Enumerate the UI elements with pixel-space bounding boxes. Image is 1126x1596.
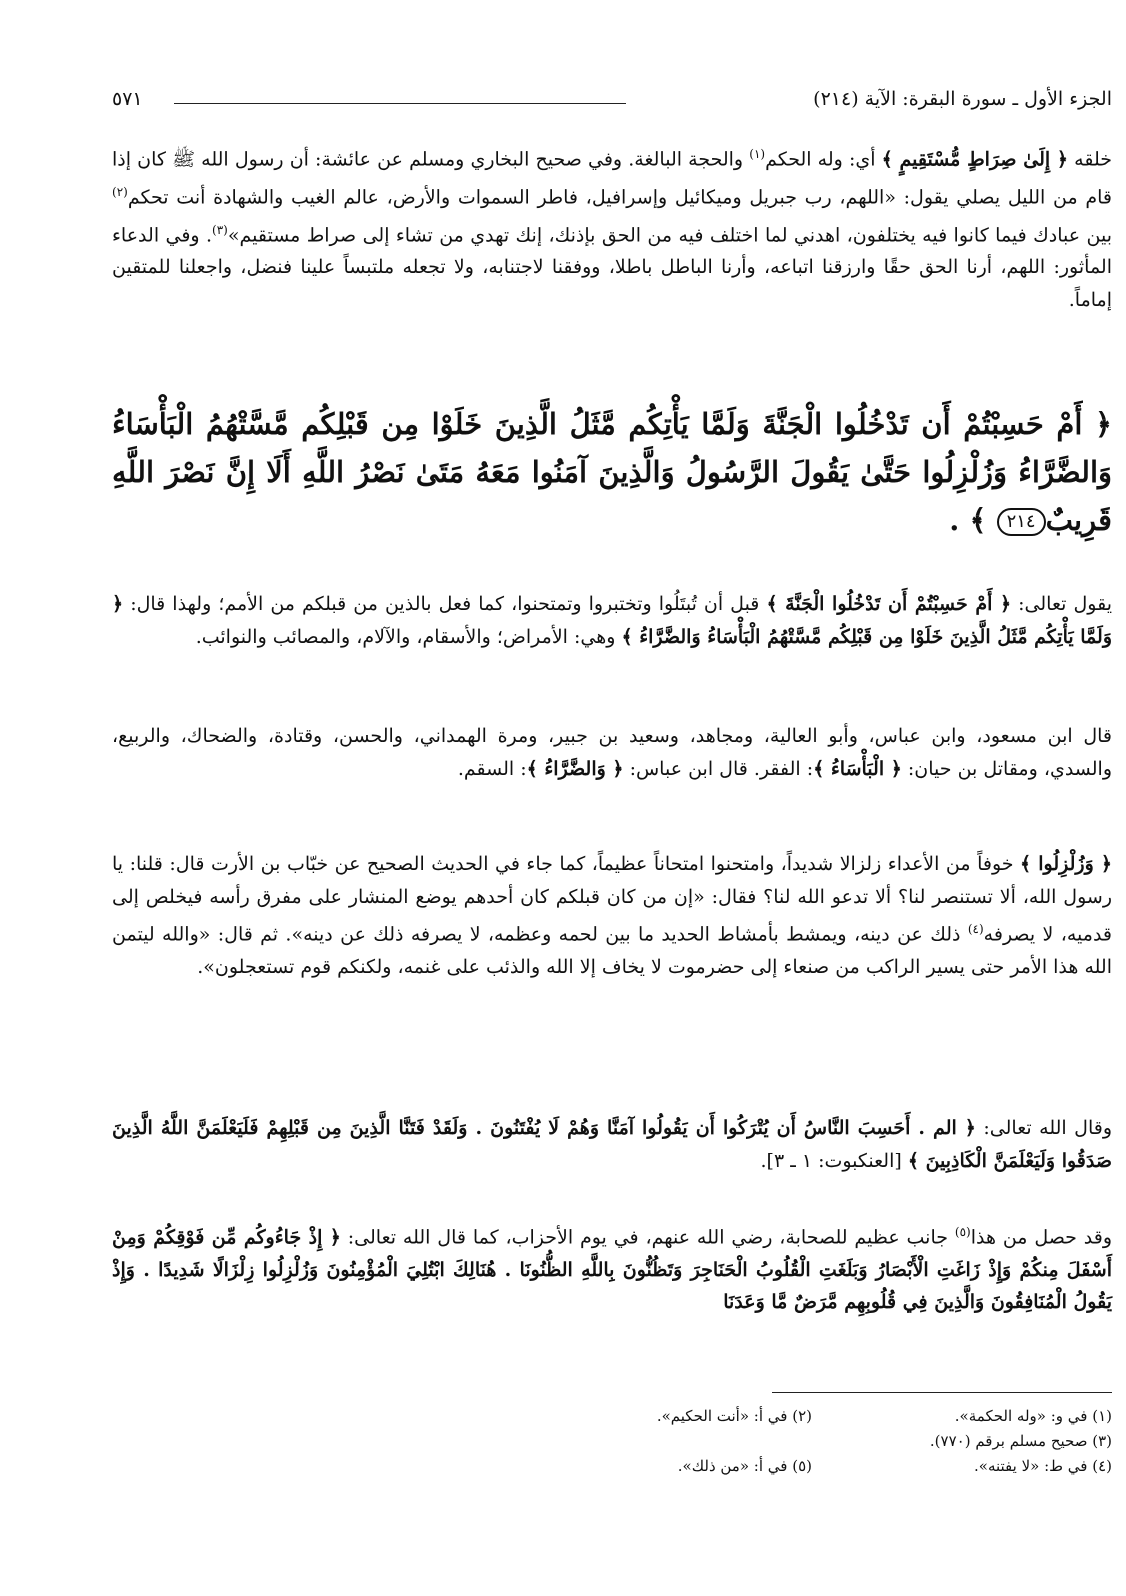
- paragraph-1: [112, 138, 1112, 316]
- quran-quote: ﴿ إِذْ جَاءُوكُم مِّن فَوْقِكُمْ وَمِنْ أَسْفَلَ مِنكُمْ وَإِذْ زَاغَتِ الْأَبْصَارُ وَبَلَغَتِ الْقُلُوبُ الْحَنَاجِرَ وَتَظُنُّونَ بِاللَّهِ الظُّنُونَا . هُنَالِكَ ابْتُلِيَ الْمُؤْمِنُونَ وَزُلْزِلُوا زِلْزَالًا شَدِيدًا . وَإِذْ يَقُولُ الْمُنَافِقُونَ وَالَّذِينَ فِي قُلُوبِهِم مَّرَضٌ مَّا وَعَدَنَا: [112, 1226, 1112, 1314]
- text: : الفقر. قال ابن عباس:: [629, 757, 814, 780]
- paragraph-5: [112, 1112, 1112, 1177]
- text: خوفاً من الأعداء زلزالا شديداً، وامتحنوا امتحاناً عظيماً، كما جاء في الحديث الصحيح عن خبّاب بن الأرت قال: قلنا: يا رسول الله، ألا تستنصر لنا؟ ألا تدعو الله لنا؟ فقال: «إن من كان قبلكم كان أحدهم يوضع المنشار على مفرق رأسه فيخلص إلى قدميه، لا يصرفه: [112, 853, 1112, 946]
- verse-214: [112, 400, 1112, 544]
- text: قبل أن تُبتَلُوا وتختبروا وتمتحنوا، كما فعل بالذين من قبلكم من الأمم؛ ولهذا قال:: [130, 593, 760, 615]
- footnote-rule: [772, 1392, 1112, 1393]
- quran-quote: ﴿ إِلَىٰ صِرَاطٍ مُّسْتَقِيمٍ ﴾: [881, 148, 1068, 171]
- text: بين عبادك فيما كانوا فيه يختلفون، اهدني لما اختلف فيه من الحق بإذنك، إنك تهدي من تشاء إلى صراط مستقيم»: [227, 223, 1112, 246]
- text: قال ابن مسعود، وابن عباس، وأبو العالية، ومجاهد، وسعيد بن جبير، ومرة الهمداني، والحسن، وقتادة، والضحاك، والربيع، والسدي، ومقاتل بن حيان:: [112, 725, 1112, 780]
- footnote-5: (٥) في أ: «من ذلك».: [677, 1457, 812, 1475]
- footnote-1: (١) في و: «وله الحكمة».: [954, 1407, 1112, 1425]
- text: يقول تعالى:: [1018, 593, 1112, 615]
- paragraph-4: [112, 848, 1112, 983]
- footnotes: [112, 1404, 1112, 1479]
- quran-quote: ﴿ الم . أَحَسِبَ النَّاسُ أَن يُتْرَكُوا أَن يَقُولُوا آمَنَّا وَهُمْ لَا يُفْتَنُونَ . وَلَقَدْ فَتَنَّا الَّذِينَ مِن قَبْلِهِمْ فَلَيَعْلَمَنَّ اللَّهُ الَّذِينَ صَدَقُوا وَلَيَعْلَمَنَّ الْكَاذِبِينَ ﴾: [112, 1117, 1112, 1172]
- footnote-row: [112, 1429, 1112, 1454]
- header-title: الجزء الأول ـ سورة البقرة: الآية (٢١٤): [813, 88, 1112, 110]
- text: وقد حصل من هذا: [970, 1226, 1113, 1249]
- verse-text: ﴿ أَمْ حَسِبْتُمْ أَن تَدْخُلُوا الْجَنَّةَ وَلَمَّا يَأْتِكُم مَّثَلُ الَّذِينَ خَلَوْا مِن قَبْلِكُم مَّسَّتْهُمُ الْبَأْسَاءُ وَالضَّرَّاءُ وَزُلْزِلُوا حَتَّىٰ يَقُولَ الرَّسُولُ وَالَّذِينَ آمَنُوا مَعَهُ مَتَىٰ نَصْرُ اللَّهِ أَلَا إِنَّ نَصْرَ اللَّهِ قَرِيبٌ: [112, 407, 1112, 537]
- header-rule: [174, 103, 626, 104]
- verse-close: ﴾ .: [949, 503, 987, 537]
- text: والحجة البالغة. وفي صحيح البخاري ومسلم عن عائشة: أن رسول الله ﷺ كان إذا قام من الليل يصلي يقول: «اللهم، رب جبريل وميكائيل وإسرافيل، فاطر السموات والأرض، عالم الغيب والشهادة أنت تحكم: [112, 148, 1112, 209]
- quran-quote: ﴿ وَزُلْزِلُوا ﴾: [1020, 853, 1112, 875]
- quran-quote: ﴿ وَالضَّرَّاءُ ﴾: [526, 757, 624, 780]
- text: وقال الله تعالى:: [983, 1117, 1112, 1139]
- text: ذلك عن دينه، ويمشط بأمشاط الحديد ما بين لحمه وعظمه، لا يصرفه ذلك عن دينه». ثم قال: «والله ليتمن الله هذا الأمر حتى يسير الراكب من صنعاء إلى حضرموت لا يخاف إلا الله والذئب على غنمه، ولكنكم قوم تستعجلون».: [112, 923, 1112, 978]
- text: [العنكبوت: ١ ـ ٣].: [760, 1149, 902, 1172]
- footnote-4: (٤) في ط: «لا يفتنه».: [974, 1457, 1112, 1475]
- quran-quote: ﴿ أَمْ حَسِبْتُمْ أَن تَدْخُلُوا الْجَنَّةَ ﴾: [766, 593, 1012, 615]
- text: : السقم.: [457, 757, 527, 780]
- quran-quote: ﴿ وَلَمَّا يَأْتِكُم مَّثَلُ الَّذِينَ خَلَوْا مِن قَبْلِكُم مَّسَّتْهُمُ الْبَأْسَاءُ وَالضَّرَّاءُ ﴾: [112, 593, 1112, 648]
- footnote-3: (٣) صحيح مسلم برقم (٧٧٠).: [929, 1432, 1112, 1450]
- footnote-2: (٢) في أ: «أنت الحكيم».: [656, 1407, 812, 1425]
- text: خلقه: [1074, 148, 1112, 171]
- text: . وفي الدعاء المأثور: اللهم، أرنا الحق حقًا وارزقنا اتباعه، وأرنا الباطل باطلا، ووفقنا لاجتنابه، ولا تجعله ملتبساً علينا فنضل، واجعلنا للمتقين إماماً.: [112, 223, 1112, 311]
- text: وهي: الأمراض؛ والأسقام، والآلام، والمصائب والنوائب.: [195, 625, 616, 648]
- footnote-ref-2[interactable]: (٢): [112, 184, 128, 199]
- paragraph-2: [112, 588, 1112, 653]
- footnote-ref-1[interactable]: (١): [749, 147, 766, 161]
- footnote-row: [112, 1404, 1112, 1429]
- quran-quote: ﴿ الْبَأْسَاءُ ﴾: [813, 757, 902, 780]
- ayah-number-marker: ٢١٤: [997, 508, 1046, 536]
- footnote-ref-3[interactable]: (٣): [212, 222, 228, 237]
- text: جانب عظيم للصحابة، رضي الله عنهم، في يوم الأحزاب، كما قال الله تعالى:: [347, 1226, 949, 1249]
- footnote-ref-4[interactable]: (٤): [967, 922, 984, 936]
- page-number: ٥٧١: [112, 88, 143, 110]
- paragraph-3: [112, 720, 1112, 785]
- footnote-row: [112, 1454, 1112, 1479]
- footnote-ref-5[interactable]: (٥): [954, 1225, 971, 1239]
- text: أي: وله الحكم: [765, 148, 876, 171]
- paragraph-6: [112, 1216, 1112, 1319]
- running-header: [112, 88, 1112, 118]
